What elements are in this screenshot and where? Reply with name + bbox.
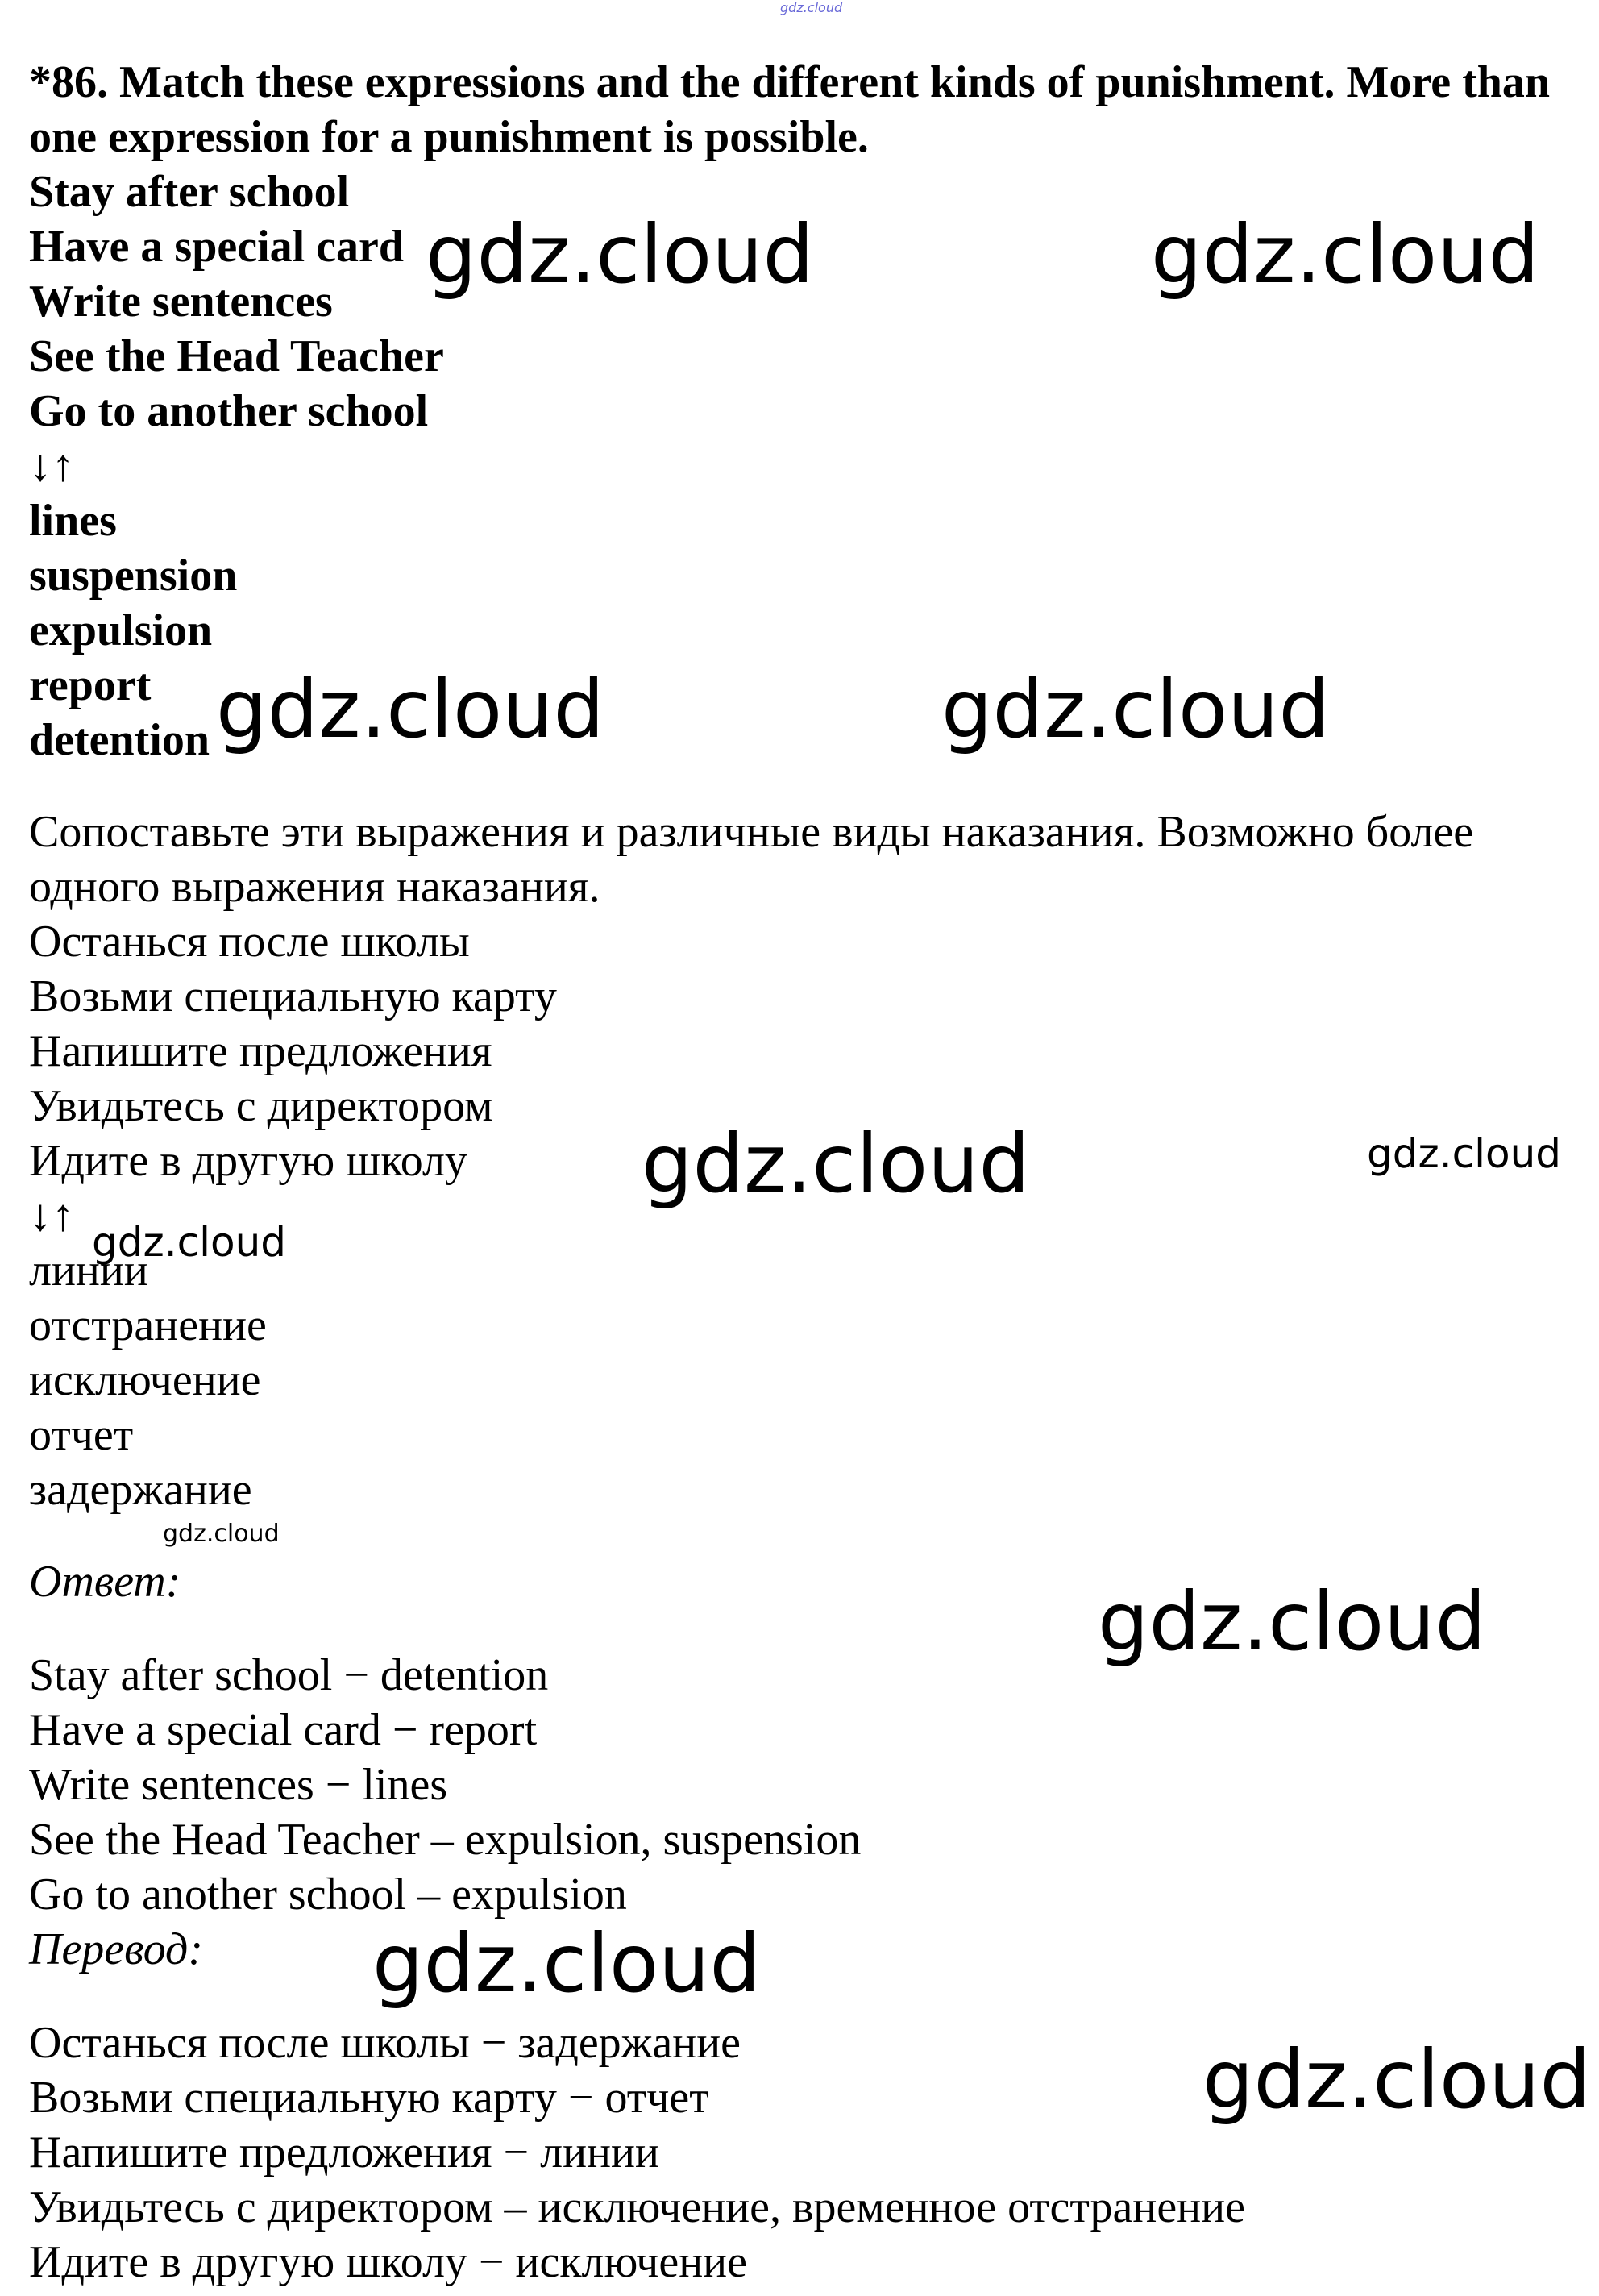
punishment-item: lines xyxy=(29,496,117,546)
match-arrows: ↓↑ xyxy=(29,1191,74,1241)
translated-expression: Увидьтесь с директором xyxy=(29,1081,493,1131)
answer-line: Have a special card − report xyxy=(29,1705,538,1755)
watermark-text: gdz.cloud xyxy=(216,662,605,756)
watermark-text: gdz.cloud xyxy=(163,1520,280,1548)
translated-expression: Идите в другую школу xyxy=(29,1136,467,1186)
translated-punishment: отчет xyxy=(29,1410,134,1460)
punishment-item: suspension xyxy=(29,551,238,601)
top-watermark: gdz.cloud xyxy=(780,0,843,15)
translated-expression: Напишите предложения xyxy=(29,1026,492,1076)
spacer xyxy=(29,1977,1576,2015)
punishment-item: expulsion xyxy=(29,605,213,655)
watermark-text: gdz.cloud xyxy=(1202,2032,1592,2127)
translated-punishment: исключение xyxy=(29,1355,261,1405)
translated-punishment: задержание xyxy=(29,1465,252,1515)
translated-punishment: линии xyxy=(29,1246,148,1296)
translation-task-intro: Сопоставьте эти выражения и различные виды наказания. Возможно более одного выражения наказания. xyxy=(29,807,1474,912)
answer-line: See the Head Teacher – expulsion, suspension xyxy=(29,1815,862,1865)
answer-line: Stay after school − detention xyxy=(29,1650,549,1700)
expression-item: Write sentences xyxy=(29,277,333,327)
expression-item: Have a special card xyxy=(29,222,405,272)
spacer xyxy=(29,767,1576,805)
watermark-text: gdz.cloud xyxy=(92,1219,287,1266)
punishment-item: report xyxy=(29,660,152,710)
watermark-text: gdz.cloud xyxy=(426,207,815,302)
expression-item: Stay after school xyxy=(29,167,350,217)
watermark-text: gdz.cloud xyxy=(642,1117,1031,1211)
match-arrows: ↓↑ xyxy=(29,441,74,491)
punishment-item: detention xyxy=(29,715,210,765)
watermark-text: gdz.cloud xyxy=(1367,1130,1562,1177)
watermark-text: gdz.cloud xyxy=(941,662,1331,756)
translation-line: Останься после школы − задержание xyxy=(29,2018,741,2068)
translation-line: Напишите предложения − линии xyxy=(29,2128,659,2177)
translation-line: Идите в другую школу − исключение xyxy=(29,2237,747,2287)
expression-item: Go to another school xyxy=(29,386,429,436)
expression-item: See the Head Teacher xyxy=(29,331,444,381)
watermark-text: gdz.cloud xyxy=(372,1916,762,2011)
translation-line: Увидьтесь с директором – исключение, временное отстранение xyxy=(29,2182,1245,2232)
answer-line: Go to another school – expulsion xyxy=(29,1870,627,1920)
translation-line: Возьми специальную карту − отчет xyxy=(29,2073,709,2123)
translated-expression: Возьми специальную карту xyxy=(29,971,557,1021)
translation-label: Перевод: xyxy=(29,1924,203,1974)
exercise-title: *86. Match these expressions and the different kinds of punishment. More than one expression for a punishment is possible. xyxy=(29,57,1551,162)
translated-punishment: отстранение xyxy=(29,1300,267,1350)
answer-label: Ответ: xyxy=(29,1557,181,1607)
answer-line: Write sentences − lines xyxy=(29,1760,448,1810)
translated-expression: Останься после школы xyxy=(29,917,470,967)
watermark-text: gdz.cloud xyxy=(1098,1574,1487,1669)
watermark-text: gdz.cloud xyxy=(1151,207,1540,302)
